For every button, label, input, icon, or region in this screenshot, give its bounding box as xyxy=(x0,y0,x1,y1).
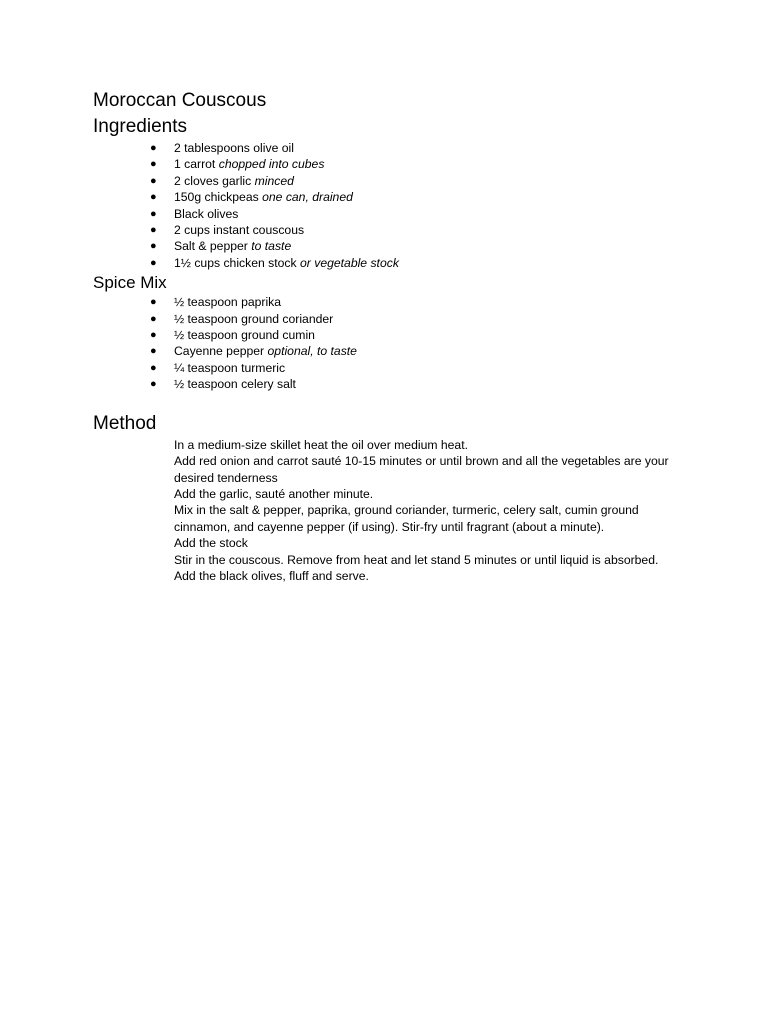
ingredient-text: 2 tablespoons olive oil xyxy=(174,141,294,155)
method-step: In a medium-size skillet heat the oil over medium heat. xyxy=(174,437,468,452)
bullet-icon: ● xyxy=(150,312,157,325)
bullet-icon: ● xyxy=(150,174,157,187)
ingredient-note: minced xyxy=(254,173,294,188)
list-item xyxy=(93,140,693,156)
spice-note: optional, to taste xyxy=(267,344,357,359)
bullet-icon: ● xyxy=(150,240,157,253)
method-step: Mix in the salt & pepper, paprika, ground coriander, turmeric, celery salt, cumin ground cinnamon, and cayenne pepper (if using). Stir-fry until fragrant (about a minute). xyxy=(174,503,639,534)
list-item xyxy=(93,238,693,254)
method-step: Add the garlic, sauté another minute. xyxy=(174,486,374,501)
bullet-icon: ● xyxy=(150,224,157,237)
list-item xyxy=(93,173,693,189)
ingredients-list xyxy=(93,140,693,271)
method-step: Add the black olives, fluff and serve. xyxy=(174,568,369,583)
spice-mix-heading: Spice Mix xyxy=(93,273,167,293)
method-heading: Method xyxy=(93,412,157,434)
ingredient-note: one can, drained xyxy=(262,190,353,205)
method-step: Add red onion and carrot sauté 10-15 minutes or until brown and all the vegetables are your desired tenderness xyxy=(174,454,669,485)
bullet-icon: ● xyxy=(150,191,157,204)
bullet-icon: ● xyxy=(150,361,157,374)
ingredient-text: 1½ cups chicken stock xyxy=(174,255,300,270)
list-item xyxy=(93,327,693,343)
ingredient-note: chopped into cubes xyxy=(218,157,325,172)
spice-text: ½ teaspoon paprika xyxy=(174,295,282,310)
ingredient-text: Salt & pepper xyxy=(174,239,252,254)
list-item xyxy=(93,294,693,310)
ingredient-text: 150g chickpeas xyxy=(174,190,263,205)
bullet-icon: ● xyxy=(150,329,157,342)
spice-mix-list xyxy=(93,294,693,392)
bullet-icon: ● xyxy=(150,158,157,171)
spice-text: ½ teaspoon celery salt xyxy=(174,377,296,392)
ingredient-text: 1 carrot xyxy=(174,157,219,172)
spice-text: Cayenne pepper xyxy=(174,344,268,359)
bullet-icon: ● xyxy=(150,142,157,154)
bullet-icon: ● xyxy=(150,296,157,309)
spice-text: ½ teaspoon ground coriander xyxy=(174,311,334,326)
bullet-icon: ● xyxy=(150,256,157,269)
list-item xyxy=(93,255,693,271)
bullet-icon: ● xyxy=(150,207,157,220)
recipe-title: Moroccan Couscous xyxy=(93,90,267,111)
bullet-icon: ● xyxy=(150,378,157,391)
method-steps xyxy=(174,437,674,585)
list-item xyxy=(93,222,693,238)
list-item xyxy=(93,311,693,327)
ingredient-text: 2 cups instant couscous xyxy=(174,223,305,238)
bullet-icon: ● xyxy=(150,345,157,358)
spice-text: ½ teaspoon ground cumin xyxy=(174,328,315,343)
ingredient-note: or vegetable stock xyxy=(300,255,399,270)
list-item xyxy=(93,360,693,376)
list-item xyxy=(93,343,693,359)
ingredient-text: Black olives xyxy=(174,206,239,221)
ingredients-heading: Ingredients xyxy=(93,116,188,137)
list-item xyxy=(93,376,693,392)
ingredient-note: to taste xyxy=(251,239,292,254)
list-item xyxy=(93,156,693,172)
recipe-page xyxy=(93,88,693,584)
list-item xyxy=(93,206,693,222)
ingredient-text: 2 cloves garlic xyxy=(174,173,255,188)
spice-text: ¼ teaspoon turmeric xyxy=(174,360,286,375)
method-step: Add the stock xyxy=(174,536,248,551)
method-step: Stir in the couscous. Remove from heat and let stand 5 minutes or until liquid is absorbed. xyxy=(174,552,659,567)
list-item xyxy=(93,189,693,205)
